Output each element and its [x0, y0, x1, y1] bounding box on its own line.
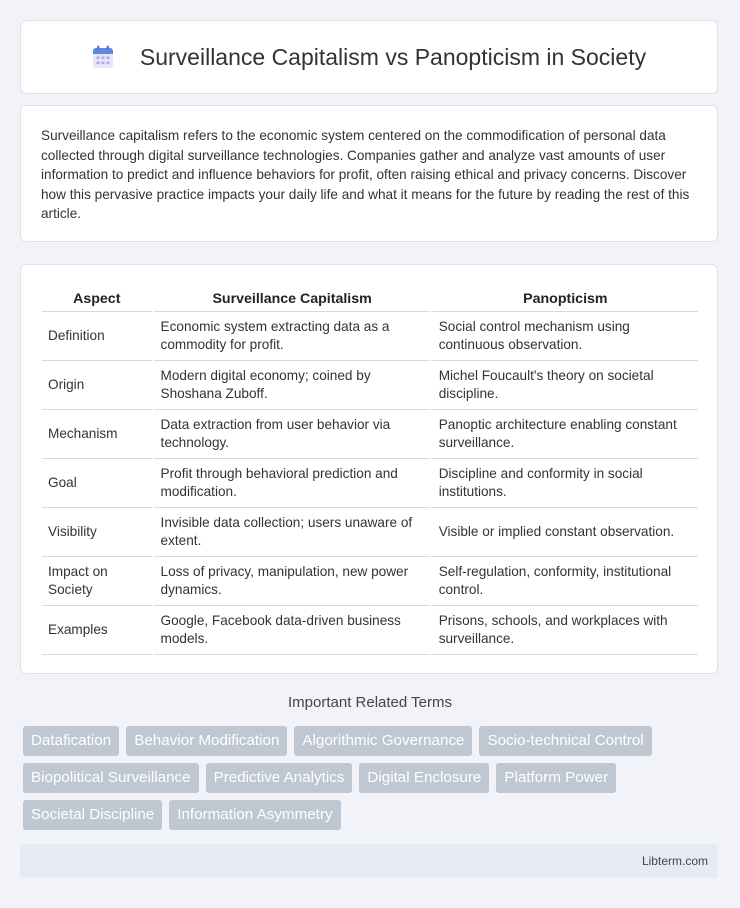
row-panopticism: Michel Foucault's theory on societal discipline.	[430, 361, 698, 410]
row-surveillance-capitalism: Economic system extracting data as a commodity for profit.	[152, 312, 430, 361]
row-surveillance-capitalism: Loss of privacy, manipulation, new power dynamics.	[152, 557, 430, 606]
row-aspect: Definition	[42, 312, 152, 361]
tag-datafication[interactable]: Datafication	[23, 726, 119, 756]
table-row	[42, 312, 698, 361]
tag-information-asymmetry[interactable]: Information Asymmetry	[169, 800, 340, 830]
row-aspect: Visibility	[42, 508, 152, 557]
row-panopticism: Discipline and conformity in social institutions.	[430, 459, 698, 508]
table-row	[42, 557, 698, 606]
table-row	[42, 410, 698, 459]
tag-socio-technical-control[interactable]: Socio-technical Control	[479, 726, 651, 756]
intro-card	[20, 105, 718, 242]
tag-behavior-modification[interactable]: Behavior Modification	[126, 726, 287, 756]
table-row	[42, 361, 698, 410]
comparison-card	[20, 264, 718, 674]
tag-platform-power[interactable]: Platform Power	[496, 763, 616, 793]
row-panopticism: Visible or implied constant observation.	[430, 508, 698, 557]
row-surveillance-capitalism: Profit through behavioral prediction and modification.	[152, 459, 430, 508]
row-aspect: Mechanism	[42, 410, 152, 459]
header-panopticism: Panopticism	[430, 287, 698, 312]
table-header-row	[42, 287, 698, 312]
tag-predictive-analytics[interactable]: Predictive Analytics	[206, 763, 353, 793]
row-aspect: Examples	[42, 606, 152, 655]
row-surveillance-capitalism: Modern digital economy; coined by Shoshana Zuboff.	[152, 361, 430, 410]
row-panopticism: Prisons, schools, and workplaces with surveillance.	[430, 606, 698, 655]
row-surveillance-capitalism: Invisible data collection; users unaware of extent.	[152, 508, 430, 557]
footer-site-link[interactable]: Libterm.com	[641, 854, 708, 868]
table-row	[42, 606, 698, 655]
table-row	[42, 508, 698, 557]
related-terms-title: Important Related Terms	[288, 694, 452, 711]
row-panopticism: Social control mechanism using continuous observation.	[430, 312, 698, 361]
row-aspect: Impact on Society	[42, 557, 152, 606]
page-title: Surveillance Capitalism vs Panopticism in Society	[139, 43, 647, 70]
intro-paragraph: Surveillance capitalism refers to the economic system centered on the commodification of personal data collected through digital surveillance technologies. Companies gather and analyze vast amounts of user information to predict and influence behaviors for profit, often raising ethical and privacy concerns. Discover how this pervasive practice impacts your daily life and what it means for the future by reading the rest of this article.	[41, 128, 690, 221]
comparison-table	[42, 287, 698, 655]
tag-biopolitical-surveillance[interactable]: Biopolitical Surveillance	[23, 763, 199, 793]
row-aspect: Goal	[42, 459, 152, 508]
tag-societal-discipline[interactable]: Societal Discipline	[23, 800, 162, 830]
footer	[20, 844, 718, 878]
row-panopticism: Self-regulation, conformity, institutional control.	[430, 557, 698, 606]
related-terms-list	[23, 726, 723, 837]
header-card	[20, 20, 718, 94]
table-row	[42, 459, 698, 508]
row-surveillance-capitalism: Data extraction from user behavior via technology.	[152, 410, 430, 459]
header-surveillance-capitalism: Surveillance Capitalism	[152, 287, 430, 312]
header-aspect: Aspect	[42, 287, 152, 312]
row-surveillance-capitalism: Google, Facebook data-driven business models.	[152, 606, 430, 655]
tag-digital-enclosure[interactable]: Digital Enclosure	[359, 763, 489, 793]
calendar-icon	[92, 45, 114, 69]
tag-algorithmic-governance[interactable]: Algorithmic Governance	[294, 726, 472, 756]
row-aspect: Origin	[42, 361, 152, 410]
row-panopticism: Panoptic architecture enabling constant surveillance.	[430, 410, 698, 459]
